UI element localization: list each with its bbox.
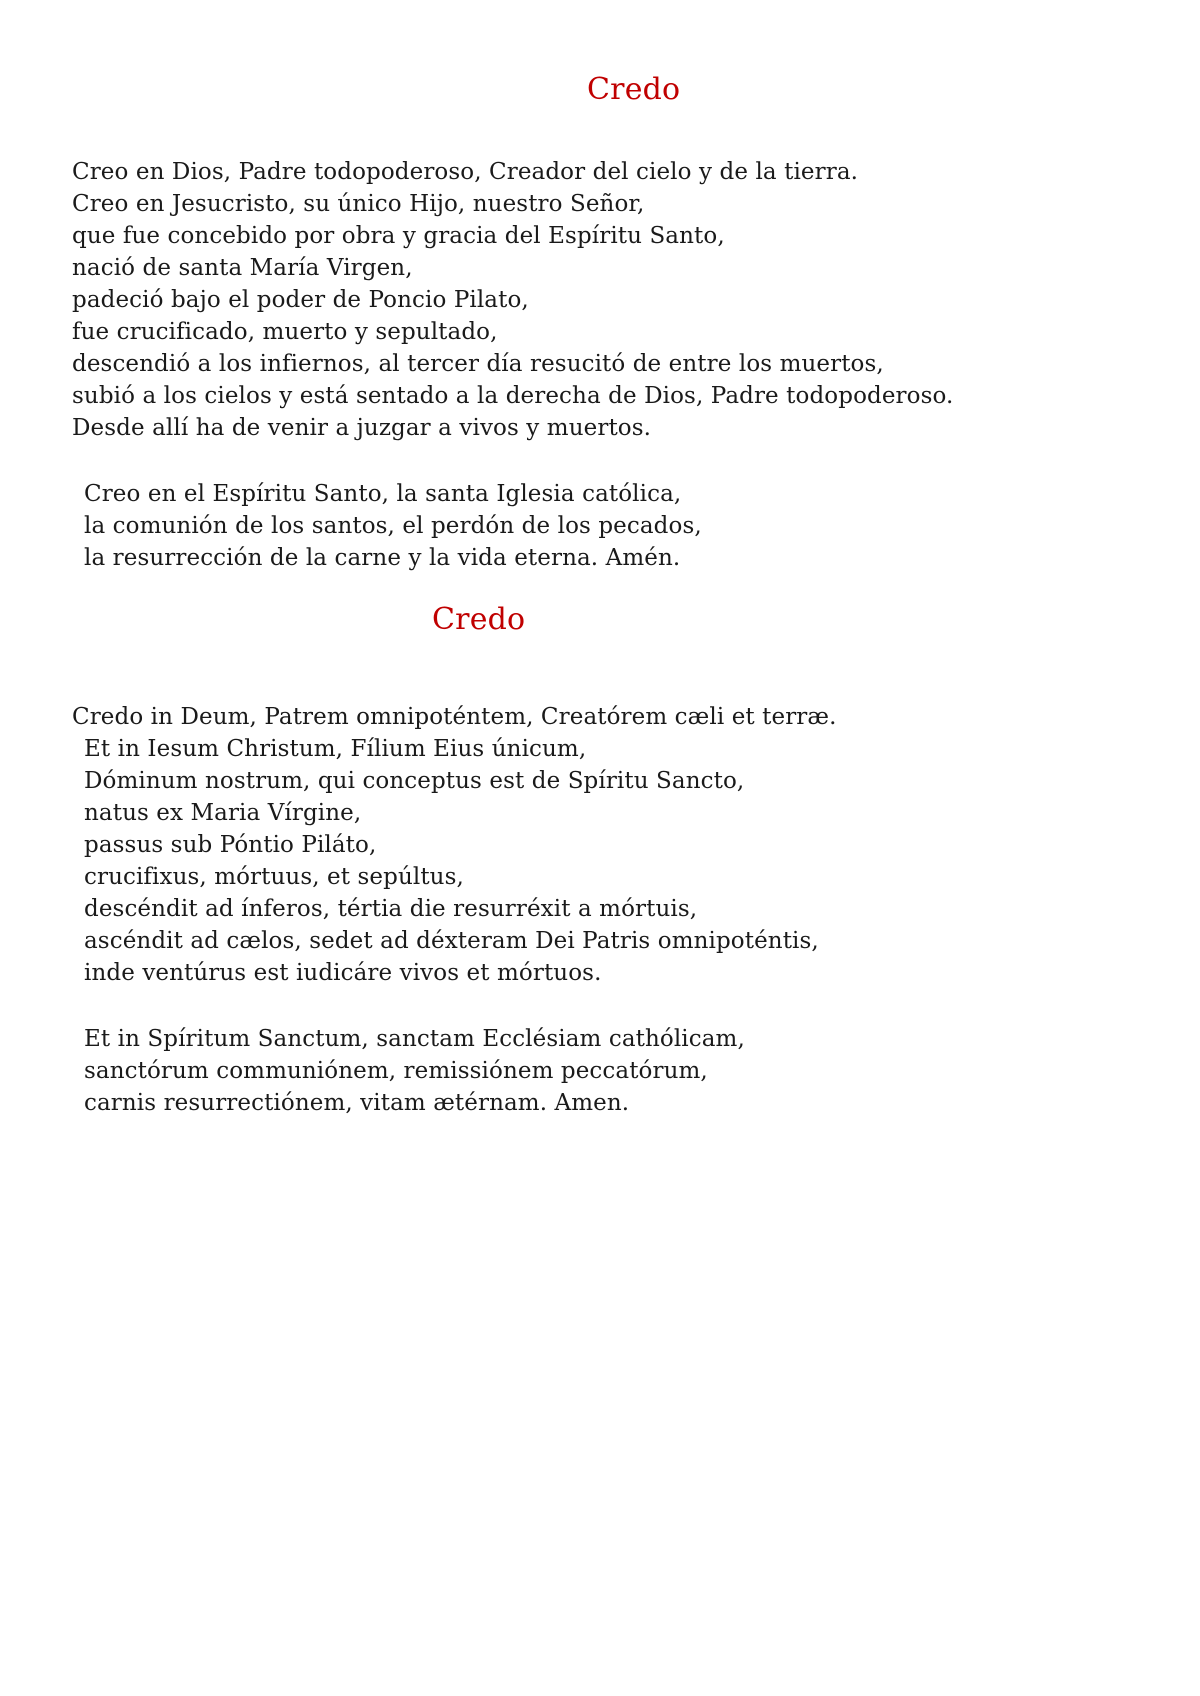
text-line: que fue concebido por obra y gracia del Espíritu Santo, bbox=[72, 223, 725, 249]
text-line: la resurrección de la carne y la vida eterna. Amén. bbox=[84, 545, 681, 571]
text-line: sanctórum communiónem, remissiónem peccatórum, bbox=[84, 1058, 708, 1084]
text-line: fue crucificado, muerto y sepultado, bbox=[72, 319, 498, 345]
spanish-title: Credo bbox=[587, 72, 681, 107]
text-line: inde ventúrus est iudicáre vivos et mórtuos. bbox=[84, 960, 602, 986]
spanish-stanza-2 bbox=[72, 478, 702, 574]
text-line: nació de santa María Virgen, bbox=[72, 255, 413, 281]
text-line: ascéndit ad cælos, sedet ad déxteram Dei Patris omnipoténtis, bbox=[84, 928, 819, 954]
text-line: Et in Iesum Christum, Fílium Eius únicum, bbox=[84, 736, 587, 762]
text-line: Et in Spíritum Sanctum, sanctam Ecclésiam cathólicam, bbox=[84, 1026, 745, 1052]
text-line: Creo en Jesucristo, su único Hijo, nuestro Señor, bbox=[72, 191, 645, 217]
text-line: crucifixus, mórtuus, et sepúltus, bbox=[84, 864, 464, 890]
text-line: la comunión de los santos, el perdón de los pecados, bbox=[84, 513, 702, 539]
latin-stanza-2 bbox=[72, 1023, 745, 1119]
text-line: Desde allí ha de venir a juzgar a vivos y muertos. bbox=[72, 415, 652, 441]
text-line: descéndit ad ínferos, tértia die resurréxit a mórtuis, bbox=[84, 896, 698, 922]
text-line: carnis resurrectiónem, vitam ætérnam. Amen. bbox=[84, 1090, 630, 1116]
text-line: Creo en Dios, Padre todopoderoso, Creador del cielo y de la tierra. bbox=[72, 159, 859, 185]
text-line: descendió a los infiernos, al tercer día resucitó de entre los muertos, bbox=[72, 351, 884, 377]
latin-title: Credo bbox=[432, 602, 526, 637]
text-line: Credo in Deum, Patrem omnipoténtem, Creatórem cæli et terræ. bbox=[72, 704, 837, 730]
text-line: padeció bajo el poder de Poncio Pilato, bbox=[72, 287, 529, 313]
text-line: subió a los cielos y está sentado a la derecha de Dios, Padre todopoderoso. bbox=[72, 383, 954, 409]
spanish-stanza-1 bbox=[72, 156, 953, 444]
latin-stanza-1 bbox=[72, 701, 837, 989]
text-line: Creo en el Espíritu Santo, la santa Iglesia católica, bbox=[84, 481, 682, 507]
text-line: Dóminum nostrum, qui conceptus est de Spíritu Sancto, bbox=[84, 768, 745, 794]
text-line: natus ex Maria Vírgine, bbox=[84, 800, 362, 826]
text-line: passus sub Póntio Piláto, bbox=[84, 832, 377, 858]
